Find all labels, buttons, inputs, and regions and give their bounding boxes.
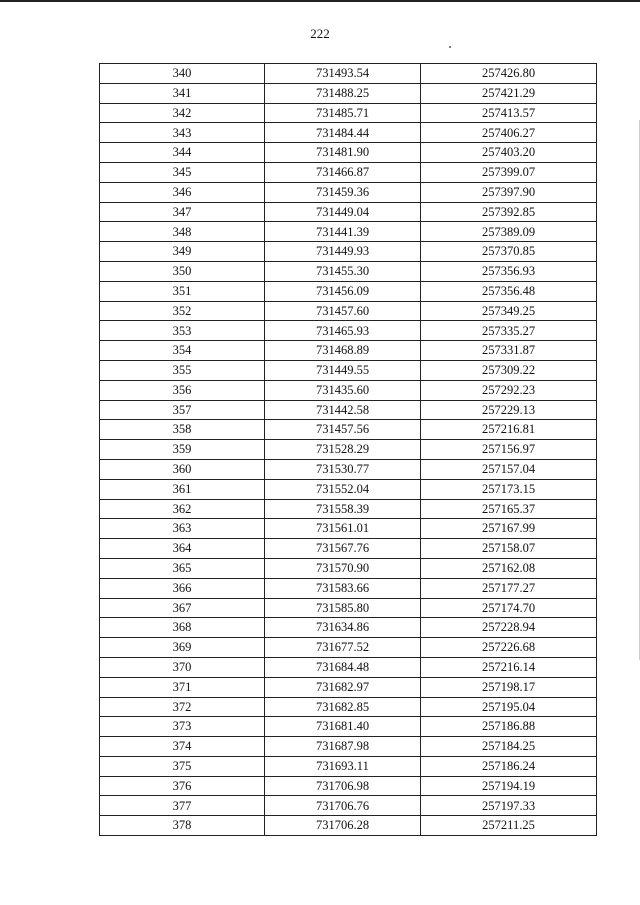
table-row [100,657,597,677]
point-number-cell: 357 [100,400,265,420]
table-row [100,242,597,262]
table-row [100,261,597,281]
x-coordinate-cell: 731457.60 [265,301,421,321]
table-row [100,499,597,519]
y-coordinate-cell: 257399.07 [421,162,597,182]
point-number-cell: 352 [100,301,265,321]
y-coordinate-cell: 257216.81 [421,420,597,440]
x-coordinate-cell: 731634.86 [265,618,421,638]
point-number-cell: 377 [100,796,265,816]
y-coordinate-cell: 257370.85 [421,242,597,262]
table-row [100,143,597,163]
table-row [100,776,597,796]
y-coordinate-cell: 257356.48 [421,281,597,301]
table-row [100,558,597,578]
y-coordinate-cell: 257162.08 [421,558,597,578]
table-row [100,182,597,202]
y-coordinate-cell: 257413.57 [421,103,597,123]
point-number-cell: 345 [100,162,265,182]
point-number-cell: 370 [100,657,265,677]
x-coordinate-cell: 731687.98 [265,737,421,757]
y-coordinate-cell: 257177.27 [421,578,597,598]
table-row [100,222,597,242]
table-row [100,281,597,301]
x-coordinate-cell: 731459.36 [265,182,421,202]
table-row [100,162,597,182]
point-number-cell: 369 [100,638,265,658]
x-coordinate-cell: 731677.52 [265,638,421,658]
table-row [100,479,597,499]
point-number-cell: 366 [100,578,265,598]
table-row [100,697,597,717]
x-coordinate-cell: 731583.66 [265,578,421,598]
table-row [100,598,597,618]
x-coordinate-cell: 731567.76 [265,539,421,559]
point-number-cell: 374 [100,737,265,757]
y-coordinate-cell: 257226.68 [421,638,597,658]
y-coordinate-cell: 257392.85 [421,202,597,222]
point-number-cell: 346 [100,182,265,202]
x-coordinate-cell: 731449.04 [265,202,421,222]
y-coordinate-cell: 257356.93 [421,261,597,281]
x-coordinate-cell: 731465.93 [265,321,421,341]
point-number-cell: 364 [100,539,265,559]
point-number-cell: 353 [100,321,265,341]
page-number: 222 [310,26,330,41]
table-row [100,301,597,321]
table-row [100,380,597,400]
y-coordinate-cell: 257309.22 [421,360,597,380]
y-coordinate-cell: 257167.99 [421,519,597,539]
point-number-cell: 365 [100,558,265,578]
x-coordinate-cell: 731457.56 [265,420,421,440]
x-coordinate-cell: 731528.29 [265,440,421,460]
table-row [100,816,597,836]
y-coordinate-cell: 257389.09 [421,222,597,242]
table-row [100,717,597,737]
point-number-cell: 359 [100,440,265,460]
y-coordinate-cell: 257186.24 [421,756,597,776]
x-coordinate-cell: 731493.54 [265,64,421,84]
table-row [100,677,597,697]
table-row [100,123,597,143]
x-coordinate-cell: 731485.71 [265,103,421,123]
table-row [100,64,597,84]
x-coordinate-cell: 731706.28 [265,816,421,836]
table-row [100,420,597,440]
x-coordinate-cell: 731449.55 [265,360,421,380]
x-coordinate-cell: 731442.58 [265,400,421,420]
y-coordinate-cell: 257156.97 [421,440,597,460]
point-number-cell: 348 [100,222,265,242]
y-coordinate-cell: 257195.04 [421,697,597,717]
y-coordinate-cell: 257228.94 [421,618,597,638]
x-coordinate-cell: 731488.25 [265,83,421,103]
table-row [100,519,597,539]
y-coordinate-cell: 257426.80 [421,64,597,84]
y-coordinate-cell: 257421.29 [421,83,597,103]
x-coordinate-cell: 731558.39 [265,499,421,519]
y-coordinate-cell: 257174.70 [421,598,597,618]
x-coordinate-cell: 731682.85 [265,697,421,717]
point-number-cell: 342 [100,103,265,123]
y-coordinate-cell: 257216.14 [421,657,597,677]
point-number-cell: 341 [100,83,265,103]
y-coordinate-cell: 257197.33 [421,796,597,816]
page-top-border [0,0,640,2]
y-coordinate-cell: 257331.87 [421,341,597,361]
point-number-cell: 368 [100,618,265,638]
point-number-cell: 340 [100,64,265,84]
point-number-cell: 351 [100,281,265,301]
x-coordinate-cell: 731706.76 [265,796,421,816]
y-coordinate-cell: 257211.25 [421,816,597,836]
table-row [100,618,597,638]
x-coordinate-cell: 731681.40 [265,717,421,737]
table-row [100,321,597,341]
y-coordinate-cell: 257198.17 [421,677,597,697]
point-number-cell: 347 [100,202,265,222]
y-coordinate-cell: 257292.23 [421,380,597,400]
x-coordinate-cell: 731455.30 [265,261,421,281]
y-coordinate-cell: 257173.15 [421,479,597,499]
point-number-cell: 375 [100,756,265,776]
x-coordinate-cell: 731441.39 [265,222,421,242]
table-row [100,459,597,479]
point-number-cell: 362 [100,499,265,519]
table-row [100,796,597,816]
x-coordinate-cell: 731570.90 [265,558,421,578]
point-number-cell: 376 [100,776,265,796]
point-number-cell: 360 [100,459,265,479]
point-number-cell: 358 [100,420,265,440]
table-row [100,400,597,420]
y-coordinate-cell: 257158.07 [421,539,597,559]
y-coordinate-cell: 257165.37 [421,499,597,519]
x-coordinate-cell: 731456.09 [265,281,421,301]
table-row [100,737,597,757]
x-coordinate-cell: 731693.11 [265,756,421,776]
table-row [100,202,597,222]
x-coordinate-cell: 731561.01 [265,519,421,539]
y-coordinate-cell: 257194.19 [421,776,597,796]
y-coordinate-cell: 257349.25 [421,301,597,321]
point-number-cell: 354 [100,341,265,361]
point-number-cell: 350 [100,261,265,281]
point-number-cell: 349 [100,242,265,262]
x-coordinate-cell: 731684.48 [265,657,421,677]
table-row [100,440,597,460]
table-row [100,103,597,123]
y-coordinate-cell: 257229.13 [421,400,597,420]
x-coordinate-cell: 731706.98 [265,776,421,796]
x-coordinate-cell: 731466.87 [265,162,421,182]
y-coordinate-cell: 257157.04 [421,459,597,479]
x-coordinate-cell: 731484.44 [265,123,421,143]
point-number-cell: 344 [100,143,265,163]
table-row [100,341,597,361]
point-number-cell: 372 [100,697,265,717]
x-coordinate-cell: 731585.80 [265,598,421,618]
point-number-cell: 355 [100,360,265,380]
table-row [100,638,597,658]
x-coordinate-cell: 731435.60 [265,380,421,400]
y-coordinate-cell: 257406.27 [421,123,597,143]
point-number-cell: 367 [100,598,265,618]
table-row [100,539,597,559]
point-number-cell: 356 [100,380,265,400]
y-coordinate-cell: 257186.88 [421,717,597,737]
table-row [100,756,597,776]
point-number-cell: 378 [100,816,265,836]
x-coordinate-cell: 731530.77 [265,459,421,479]
x-coordinate-cell: 731449.93 [265,242,421,262]
y-coordinate-cell: 257335.27 [421,321,597,341]
coordinates-table [99,63,597,836]
point-number-cell: 371 [100,677,265,697]
x-coordinate-cell: 731552.04 [265,479,421,499]
y-coordinate-cell: 257397.90 [421,182,597,202]
y-coordinate-cell: 257184.25 [421,737,597,757]
x-coordinate-cell: 731468.89 [265,341,421,361]
x-coordinate-cell: 731481.90 [265,143,421,163]
table-row [100,578,597,598]
table-row [100,83,597,103]
table-row [100,360,597,380]
y-coordinate-cell: 257403.20 [421,143,597,163]
point-number-cell: 373 [100,717,265,737]
point-number-cell: 363 [100,519,265,539]
coordinates-table-body [100,64,597,836]
point-number-cell: 343 [100,123,265,143]
x-coordinate-cell: 731682.97 [265,677,421,697]
point-number-cell: 361 [100,479,265,499]
scan-speck [449,46,451,48]
